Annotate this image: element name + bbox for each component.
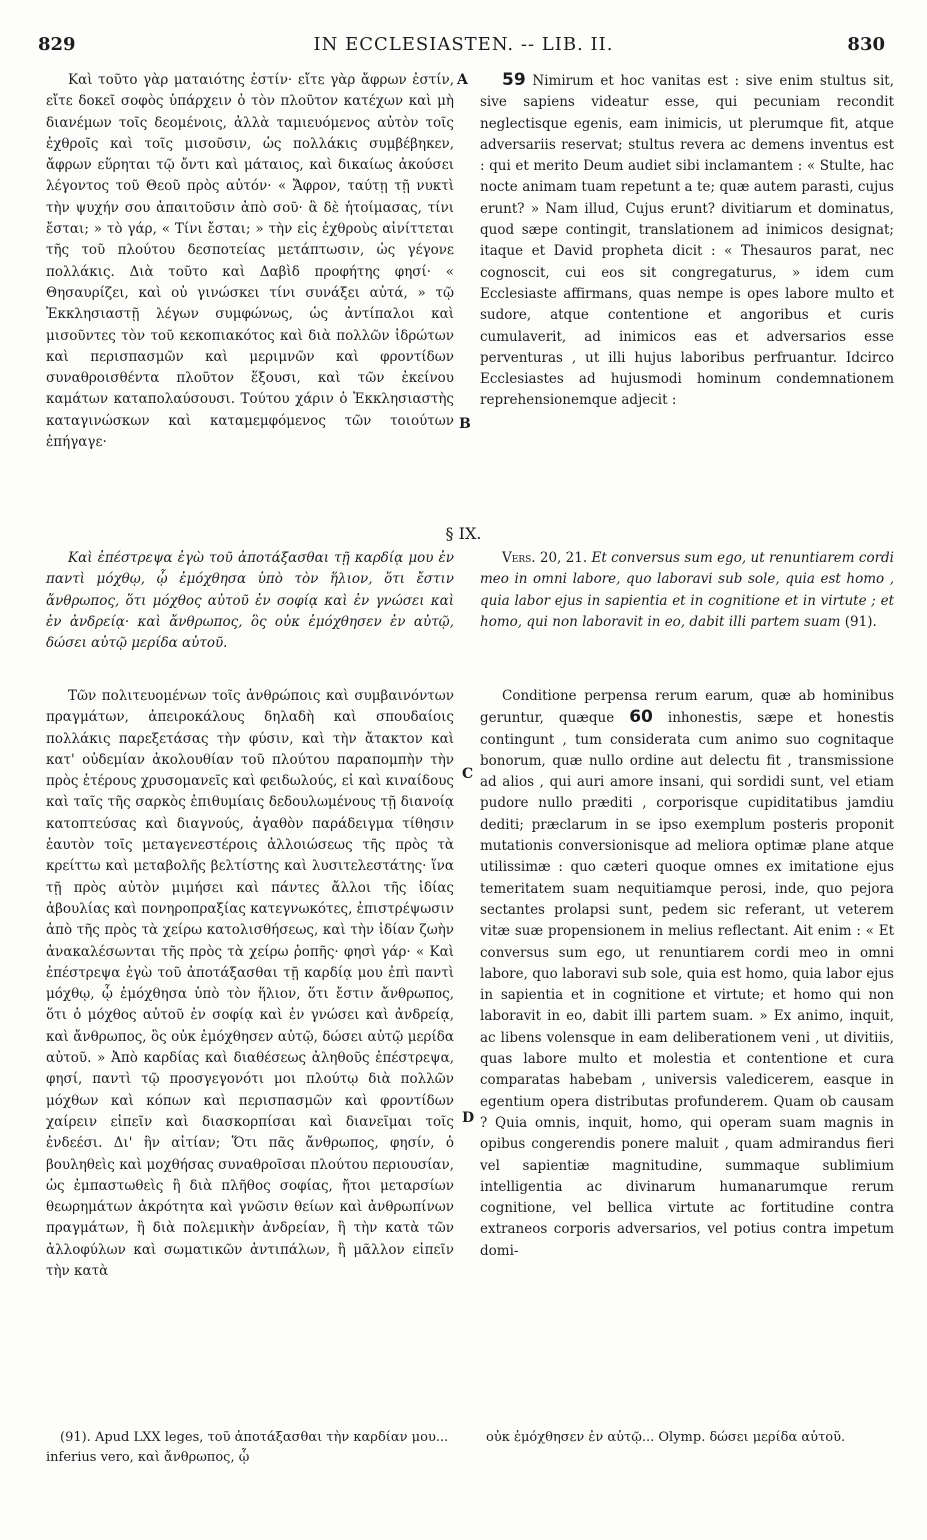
page-header xyxy=(0,34,927,60)
latin-paragraph: 59 Nimirum et hoc vanitas est : sive enim stultus sit, sive sapiens videatur esse, qui pecuniam recondit neglectisque egenis, eam inimicis, ut plerumque fit, atque adversariis reservat; stultus revera ac demens inventus est : qui et merito Deum audiet sibi inclamantem : « Stulte, hac nocte animam tuam repetunt a te; quæ autem parasti, cujus erunt? » Nam illud, Cujus erunt? divitiarum et dominatus, quod sæpe contingit, translationem ad inimicos designat; itaque et David propheta dicit : « Thesauros parat, nec cognoscit, cui eos sit congregaturus, » idem cum Ecclesiaste affirmans, quas nempe is opes labore multo et sudore, atque contentione et angoribus et curis cumulaverit, ad inimicos eas et adversarios esse perventuras , ut illi hujus laboribus perfruantur. Idcirco Ecclesiastes ad hujusmodi hominum condemnationem reprehensionemque adjecit : xyxy=(480,70,894,409)
verse-reference: Vers. 20, 21. xyxy=(502,550,588,566)
margin-letter-a: A xyxy=(457,72,468,88)
left-page-number: 829 xyxy=(38,34,76,55)
greek-column-top xyxy=(46,70,454,453)
column-number-59: 59 xyxy=(502,70,526,90)
running-title: IN ECCLESIASTEN. -- LIB. II. xyxy=(313,34,614,55)
latin-column-body xyxy=(480,686,894,1262)
greek-verse: Καὶ ἐπέστρεψα ἐγὼ τοῦ ἀποτάξασθαι τῇ καρδίᾳ μου ἐν παντὶ μόχθῳ, ᾧ ἐμόχθησα ὑπὸ τὸν ἥλιον, ὅτι ἔστιν ἄνθρωπος, ὅτι μόχθος αὐτοῦ ἐν σοφίᾳ καὶ ἐν γνώσει καὶ ἐν ἀνδρείᾳ· καὶ ἄνθρωπος, ὃς οὐκ ἐμόχθησεν ἐν αὐτῷ, δώσει αὐτῷ μερίδα αὐτοῦ. xyxy=(46,550,454,652)
margin-letter-d: D xyxy=(462,1110,475,1126)
latin-commentary: Conditione perpensa rerum earum, quæ ab hominibus geruntur, quæque 60 inhonestis, sæpe et honestis contingunt , tum considerata cum animo suo cognitaque bonorum, quæ nullo ordine aut delectu fit , transmissione ad alios , qui auri amore insani, qui sordidi sunt, vel etiam pudore nullo præditi , corporisque cupiditatibus jamdiu dediti; præclarum in se ipso exemplum posteris proponit mutationis conversionisque ad meliora optimæ plane atque utilissimæ : quo cæteri quoque omnes ex imitatione ejus temeritatem suam nequitiamque perosi, inde, quo pejora sectantes prolapsi sunt, pedem sic referant, ut veterem vitæ suæ propensionem in melius reflectant. Ait enim : « Et conversus sum ego, ut renuntiarem cordi meo in omni labore, quo laboravi sub sole, quia est homo, quia labor ejus in sapientia et in cognitione et virtute; et homo qui non laboravit in eo, dabit illi partem suam. » Ex animo, inquit, ac libens volensque in eam deliberationem veni , ut divitiis, quas labore multo et molestia et contentione et cura comparatas habebam , universis valedicerem, easque in egentium opera distributas profunderem. Quam ob causam ? Quia omnis, inquit, homo, qui operam suam magnis in opibus congerendis ponere maluit , quam admirandus fieri vel sapientiæ magnitudine, summaque sublimium intelligentia ac divinarum humanarumque rerum cognitione, vel bellica virtute ac fortitudine contra extraneos corporis adversarios, vel potius contra impetum domi- xyxy=(480,688,895,1259)
latin-verse: Vers. 20, 21. Et conversus sum ego, ut renuntiarem cordi meo in omni labore, quo laboravi sub sole, quia est homo , quia labor ejus in sapientia et in cognitione et in virtute ; et homo, qui non laboravit in eo, dabit illi partem suam (91). xyxy=(480,550,894,630)
latin-column-top xyxy=(480,70,894,412)
section-heading: § IX. xyxy=(445,524,482,543)
greek-column-body xyxy=(46,686,454,1282)
verse-note-ref: (91). xyxy=(844,613,877,630)
margin-letter-b: B xyxy=(459,416,471,432)
right-page-number: 830 xyxy=(847,34,885,55)
column-number-60: 60 xyxy=(629,707,653,728)
footnote-right: οὐκ ἐμόχθησεν ἐν αὐτῷ... Olymp. δώσει μερίδα αὐτοῦ. xyxy=(486,1430,846,1445)
footnote-left: (91). Apud LXX leges, τοῦ ἀποτάξασθαι τὴν καρδίαν μου... inferius vero, καὶ ἄνθρωπος, ᾧ xyxy=(46,1430,449,1465)
greek-paragraph: Καὶ τοῦτο γὰρ ματαιότης ἐστίν· εἴτε γὰρ ἄφρων ἐστίν, εἴτε δοκεῖ σοφὸς ὑπάρχειν ὁ τὸν πλοῦτον κατέχων καὶ μὴ διανέμων τοῖς δεομένοις, ἀλλὰ ταμιευόμενος αὐτὸν τοῖς ἐχθροῖς καὶ τοῖς μισοῦσιν, ὡς πολλάκις συμβέβηκεν, ἄφρων εὕρηται τῷ ὄντι καὶ μάταιος, καὶ δικαίως ἀκούσει λέγοντος τοῦ Θεοῦ πρὸς αὐτόν· « Ἄφρον, ταύτῃ τῇ νυκτὶ τὴν ψυχήν σου ἀπαιτοῦσιν ἀπὸ σοῦ· ἃ δὲ ἡτοίμασας, τίνι ἔσται; » τὸ γάρ, « Τίνι ἔσται; » τὴν εἰς ἐχθροὺς αἰνίττεται τῆς τοῦ πλούτου δεσποτείας μετάπτωσιν, ὡς γέγονε πολλάκις. Διὰ τοῦτο καὶ Δαβὶδ προφήτης φησί· « Θησαυρίζει, καὶ οὐ γινώσκει τίνι συνάξει αὐτά, » τῷ Ἐκκλησιαστῇ λέγων συμφώνως, ὡς ἀντίπαλοι καὶ μισοῦντες τὸν τοῦ κεκοπιακότος καὶ διὰ πολλῶν ἱδρώτων καὶ περισπασμῶν καὶ μεριμνῶν καὶ φροντίδων συναθροισθέντα πλοῦτον ἕξουσι, καὶ τῶν ἐκείνου καμάτων καταπολαύσουσι. Τούτου χάριν ὁ Ἐκκλησιαστὴς καταγινώσκων καὶ καταμεμφόμενος τῶν τοιούτων ἐπήγαγε· xyxy=(46,72,454,451)
greek-commentary: Τῶν πολιτευομένων τοῖς ἀνθρώποις καὶ συμβαινόντων πραγμάτων, ἀπειροκάλους δηλαδὴ καὶ σπουδαίοις πολλάκις παρεξετάσας τὴν φύσιν, καὶ τὴν ἄτακτον καὶ κατ' οὐδεμίαν ἀκολουθίαν τοῦ πλούτου παραπομπὴν τὴν πρὸς ἑτέρους χρυσομανεῖς καὶ φειδωλούς, εἰ καὶ κιναίδους καὶ ταῖς τῆς σαρκὸς ἐπιθυμίαις δεδουλωμένους τῇ διανοίᾳ κατοπτεύσας καὶ διαγνούς, ἀγαθὸν παράδειγμα τίθησιν ἑαυτὸν τοῖς μεταγενεστέροις ἀλλοιώσεως τῆς πρὸς τὰ κρείττω καὶ μεταβολῆς βελτίστης καὶ λυσιτελεστάτης· ἵνα τῇ πρὸς αὐτὸν μιμήσει καὶ πάντες ἄλλοι τῆς ἰδίας ἀβουλίας καὶ πονηροπραξίας κατεγνωκότες, ἐπιστρέψωσιν ἀπὸ τῆς πρὸς τὰ χείρω κατολισθήσεως, καὶ τὴν ἰδίαν ζωὴν ἀνακαλέσωνται τῆς πρὸς τὰ χείρω ῥοπῆς· φησὶ γάρ· « Καὶ ἐπέστρεψα ἐγὼ τοῦ ἀποτάξασθαι τῇ καρδίᾳ μου ἐπὶ παντὶ μόχθῳ, ᾧ ἐμόχθησα ὑπὸ τὸν ἥλιον, ὅτι ἔστιν ἄνθρωπος, ὅτι ὁ μόχθος αὐτοῦ ἐν σοφίᾳ καὶ ἐν γνώσει καὶ ἀνδρείᾳ, καὶ ἄνθρωπος, ὃς οὐκ ἐμόχθησεν αὐτῷ, δώσει αὐτῷ μερίδα αὐτοῦ. » Ἀπὸ καρδίας καὶ διαθέσεως ἀληθοῦς ἐπέστρεψα, φησί, παντὶ τῷ προσγεγονότι μοι πλούτῳ διὰ πολλῶν μόχθων καὶ κόπων καὶ περισπασμῶν καὶ φροντίδων χαίρειν εἰπεῖν καὶ διασκορπίσαι καὶ διανεῖμαι τοῖς ἐνδεέσι. Δι' ἣν αἰτίαν; Ὅτι πᾶς ἄνθρωπος, φησίν, ὁ βουληθεὶς καὶ μοχθήσας συναθροῖσαι πλούτου περιουσίαν, ὡς ἐμπαστωθεὶς ἢ διὰ πλῆθος σοφίας, ἤτοι μεταρσίων θεωρημάτων ἀκρότητα καὶ γνῶσιν θείων καὶ ἀνθρωπίνων πραγμάτων, ἢ διὰ πολεμικὴν ἀνδρείαν, ἢ τὴν κατὰ τῶν ἀλλοφύλων καὶ σωματικῶν ἀντιπάλων, ἢ μᾶλλον εἰπεῖν τὴν κατὰ xyxy=(46,688,454,1280)
margin-letter-c: C xyxy=(462,766,474,782)
